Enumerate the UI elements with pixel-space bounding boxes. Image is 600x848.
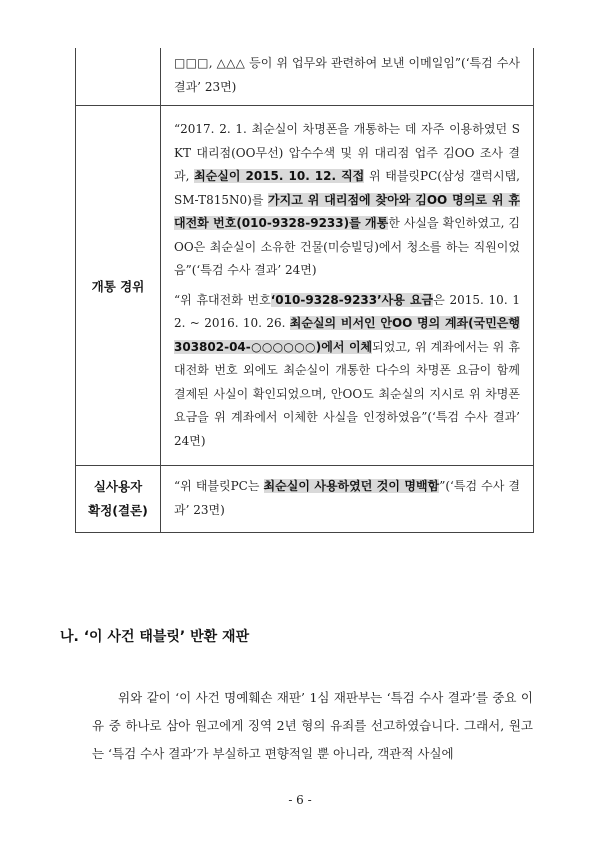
table-row bbox=[76, 466, 534, 533]
highlighted-text: ‘010-9328-9233’사용 요금 bbox=[270, 292, 434, 307]
quote-paragraph bbox=[174, 118, 520, 283]
quote-paragraph bbox=[174, 289, 520, 454]
page-number: - 6 - bbox=[288, 793, 312, 807]
row-label-activation bbox=[76, 106, 161, 466]
row-label-conclusion bbox=[76, 466, 161, 533]
section-heading: 나. ‘이 사건 태블릿’ 반환 재판 bbox=[60, 629, 250, 645]
row-content-email bbox=[161, 48, 534, 106]
table-row bbox=[76, 106, 534, 466]
evidence-table bbox=[75, 48, 534, 533]
highlighted-text: 최순실이 사용하였던 것이 명백함 bbox=[263, 479, 440, 493]
table-row bbox=[76, 48, 534, 106]
quote-text: 한 사실을 확인하였고, 김OO은 최순실이 소유한 건물(미승빌딩)에서 청소를 하는 직원이었음”(‘특검 수사 결과’ 24면) bbox=[174, 216, 520, 277]
highlighted-text: 최순실이 2015. 10. 12. 직접 bbox=[194, 169, 365, 183]
quote-text: 위 태블릿PC(삼성 갤럭시탭, SM-T815N0)를 bbox=[174, 169, 520, 207]
quote-text: “위 태블릿PC는 bbox=[174, 479, 264, 493]
quote-text: □□□, △△△ 등이 위 업무와 관련하여 보낸 이메일임”(‘특검 수사 결과’ 23면) bbox=[174, 56, 520, 94]
row-label-text: 개통 경위 bbox=[91, 278, 145, 294]
quote-paragraph bbox=[174, 52, 520, 99]
row-label-empty bbox=[76, 48, 161, 106]
quote-text: “위 휴대전화 번호 bbox=[174, 292, 271, 307]
row-label-line: 확정(결론) bbox=[88, 503, 148, 518]
quote-text: 되었고, 위 계좌에서는 위 휴대전화 번호 외에도 최순실이 개통한 다수의 차명폰 요금이 함께 결제된 사실이 확인되었으며, 안OO도 최순실의 지시로 위 차명폰 요금을 위 계좌에서 이체한 사실을 인정하였음”(‘특검 수사 결과’ 24면) bbox=[174, 339, 520, 448]
quote-paragraph bbox=[174, 475, 520, 522]
quote-text: “2017. 2. 1. 최순실이 차명폰을 개통하는 데 자주 이용하였던 SKT 대리점(OO무선) 압수수색 및 위 대리점 업주 김OO 조사 결과, bbox=[174, 122, 520, 183]
body-paragraph-text: 위와 같이 ‘이 사건 명예훼손 재판’ 1심 재판부는 ‘특검 수사 결과’를 중요 이유 중 하나로 삼아 원고에게 징역 2년 형의 유죄를 선고하였습니다. 그래서, 원고는 ‘특검 수사 결과’가 부실하고 편향적일 뿐 아니라, 객관적 사실에 bbox=[92, 690, 533, 761]
row-content-conclusion bbox=[161, 466, 534, 533]
row-label-line: 실사용자 bbox=[93, 479, 143, 494]
highlighted-text: 가지고 위 대리점에 찾아와 김OO 명의로 위 휴대전화 번호(010-9328-9233)를 개통 bbox=[174, 192, 520, 230]
highlighted-text: 최순실의 비서인 안OO 명의 계좌(국민은행 303802-04-○○○○○○)에서 이체 bbox=[174, 316, 520, 354]
body-paragraph bbox=[92, 684, 533, 768]
quote-text: ”(‘특검 수사 결과’ 23면) bbox=[174, 479, 520, 517]
quote-text: 은 2015. 10. 12. ~ 2016. 10. 26. bbox=[174, 292, 520, 330]
row-content-activation bbox=[161, 106, 534, 466]
